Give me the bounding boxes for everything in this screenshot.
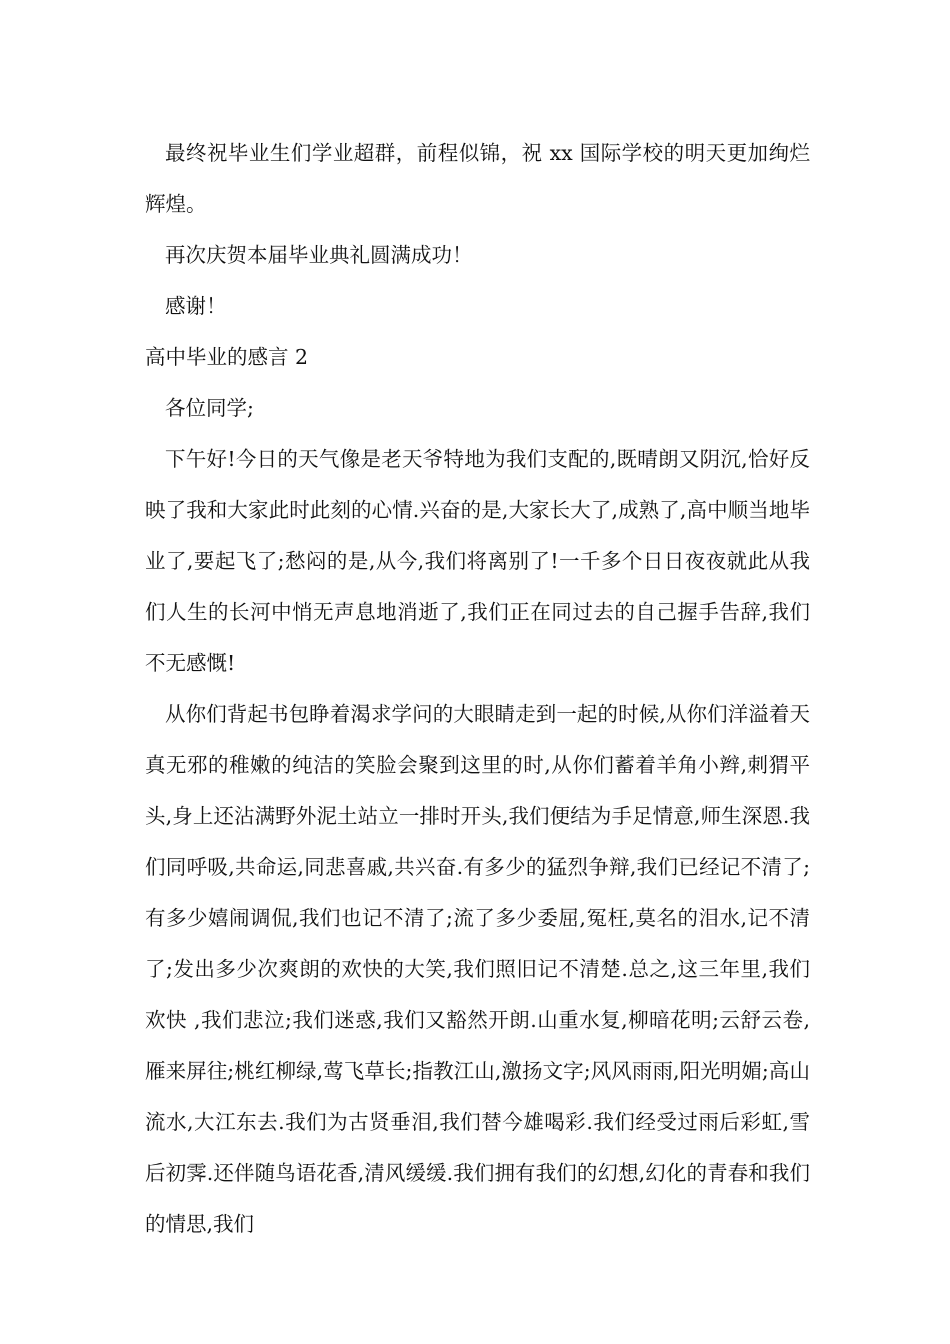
- closing-wishes-paragraph: 最终祝毕业生们学业超群，前程似锦，祝 xx 国际学校的明天更加绚烂辉煌。: [145, 141, 810, 216]
- congratulations-paragraph: 再次庆贺本届毕业典礼圆满成功！: [165, 243, 473, 267]
- section-heading: 高中毕业的感言 2: [145, 345, 309, 369]
- body-paragraph: 从你们背起书包睁着渴求学问的大眼睛走到一起的时候,从你们洋溢着天真无邪的稚嫩的纯洁的笑脸会聚到这里的时,从你们蓄着羊角小辫,刺猬平头,身上还沾满野外泥土站立一排时开头,我们便结为手足情意,师生深恩.我们同呼吸,共命运,同悲喜戚,共兴奋.有多少的猛烈争辩,我们已经记不清了;有多少嬉闹调侃,我们也记不清了;流了多少委屈,冤枉,莫名的泪水,记不清了;发出多少次爽朗的欢快的大笑,我们照旧记不清楚.总之,这三年里,我们欢快 ,我们悲泣;我们迷惑,我们又豁然开朗.山重水复,柳暗花明;云舒云卷,雁来屏往;桃红柳绿,莺飞草长;指教江山,激扬文字;风风雨雨,阳光明媚;高山流水,大江东去.我们为古贤垂泪,我们替今雄喝彩.我们经受过雨后彩虹,雪后初霁.还伴随鸟语花香,清风缓缓.我们拥有我们的幻想,幻化的青春和我们的情思,我们: [145, 702, 810, 1236]
- document-body: [145, 128, 810, 1250]
- salutation-paragraph: 各位同学;: [165, 396, 254, 420]
- thanks-paragraph: 感谢！: [165, 294, 227, 318]
- body-paragraph: 下午好!今日的天气像是老天爷特地为我们支配的,既晴朗又阴沉,恰好反映了我和大家此时此刻的心情.兴奋的是,大家长大了,成熟了,高中顺当地毕业了,要起飞了;愁闷的是,从今,我们将离别了!一千多个日日夜夜就此从我们人生的长河中悄无声息地消逝了,我们正在同过去的自己握手告辞,我们不无感慨!: [145, 447, 810, 675]
